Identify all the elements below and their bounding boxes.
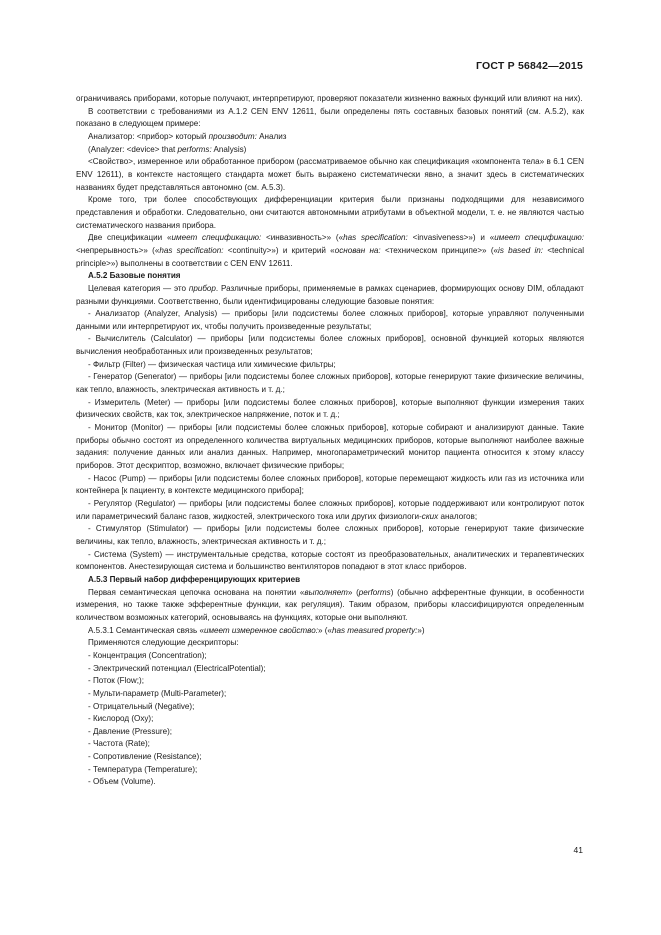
paragraph: - Мульти-параметр (Multi-Parameter); <box>88 688 227 698</box>
paragraph: Две спецификации «имеет спецификацию: <инвазивность>» («has specification: <invasiveness>») и «имеет спецификацию: <непрерывность>» («has specification: <continuity>») и критерий «основан на: <техническом принципе>» («is based in: <technical principle>») выполнены в соответствии с CEN ENV 12611. <box>76 233 585 268</box>
paragraph: - Монитор (Monitor) — приборы [или подсистемы более сложных приборов], которые собирают и анализируют данные. Такие приборы обычно состоят из определенного количества виртуальных медицинских приборов, которые выполняют наиболее важные задания: получение данных или анализ данных. Например, многопараметрический монитор пациента относится к этому классу приборов. Этот дескриптор, возможно, включает физические приборы; <box>76 423 584 471</box>
paragraph: - Генератор (Generator) — приборы [или подсистемы более сложных приборов], которые генерируют такие физические величины, как тепло, влажность, электрическая активность и т. д.; <box>76 372 584 395</box>
document-body <box>76 93 584 789</box>
paragraph: - Поток (Flow;); <box>88 676 144 686</box>
paragraph: - Фильтр (Filter) — физическая частица или химические фильтры; <box>88 359 336 369</box>
paragraph: - Кислород (Oxy); <box>88 714 154 724</box>
paragraph: А.5.3.1 Семантическая связь «имеет измеренное свойство:» («has measured property:») <box>88 625 425 635</box>
paragraph: - Частота (Rate); <box>88 739 150 749</box>
paragraph: ограничиваясь приборами, которые получают, интерпретируют, проверяют показатели жизненно важных функций или влияют на них). <box>76 94 583 103</box>
paragraph: - Регулятор (Regulator) — приборы [или подсистемы более сложных приборов], которые поддерживают или контролируют поток или параметрический баланс газов, жидкостей, электрического тока или других физиологи-ских аналогов; <box>76 499 584 521</box>
paragraph: - Система (System) — инструментальные средства, которые состоят из преобразовательных, аналитических и терапевтических компонентов. Анестезирующая система и большинство вентиляторов попадают в этот класс приборов. <box>76 549 584 572</box>
paragraph: - Вычислитель (Calculator) — приборы [или подсистемы более сложных приборов], основной функцией которых являются вычисления необработанных или произведенных результатов; <box>76 334 584 357</box>
paragraph: Первая семантическая цепочка основана на понятии «выполняет» (performs) (обычно афферентные функции, в особенности измерения, но также также эфферентные функции, как регуляция). Таким образом, приборы классифицируются определенным количеством возможных категорий, основываясь на функциях, которые они выполняют. <box>76 587 584 622</box>
section-heading: А.5.2 Базовые понятия <box>88 271 181 281</box>
paragraph: В соответствии с требованиями из А.1.2 CEN ENV 12611, были определены пять составных базовых понятий (см. А.5.2), как показано в следующем примере: <box>76 106 584 129</box>
page-number: 41 <box>573 845 583 855</box>
paragraph: - Насос (Pump) — приборы [или подсистемы более сложных приборов], которые перемещают жидкость или газ из источника или контейнера [к пациенту, в контексте медицинского прибора]; <box>76 473 584 496</box>
paragraph: - Температура (Temperature); <box>88 764 198 774</box>
paragraph: Целевая категория — это прибор. Различные приборы, применяемые в рамках сценариев, формирующих основу DIM, обладают разными функциями. Соответственно, были идентифицированы следующие базовые понятия: <box>76 283 584 306</box>
paragraph: - Измеритель (Meter) — приборы [или подсистемы более сложных приборов], которые выполняют функции измерения таких физических свойств, как ток, электрическое напряжение, поток и т. д.; <box>76 397 584 420</box>
paragraph: (Analyzer: <device> that performs: Analysis) <box>88 144 247 154</box>
paragraph: - Объем (Volume). <box>88 777 156 787</box>
section-heading: А.5.3 Первый набор дифференцирующих критериев <box>88 574 301 584</box>
paragraph: Анализатор: <прибор> который производит: Анализ <box>88 131 287 141</box>
paragraph: - Отрицательный (Negative); <box>88 701 195 711</box>
paragraph: - Давление (Pressure); <box>88 726 173 736</box>
paragraph: - Электрический потенциал (ElectricalPotential); <box>88 663 266 673</box>
document-header: ГОСТ Р 56842—2015 <box>475 60 583 72</box>
paragraph: Применяются следующие дескрипторы: <box>88 638 239 648</box>
paragraph: - Концентрация (Concentration); <box>88 650 207 660</box>
paragraph: - Стимулятор (Stimulator) — приборы [или подсистемы более сложных приборов], которые генерируют такие физические величины, как тепло, влажность, электрическая активность и т. д.; <box>76 524 584 546</box>
paragraph: <Свойство>, измеренное или обработанное прибором (рассматриваемое обычно как спецификация «компонента тела» в 6.1 CEN ENV 12611), в контексте настоящего стандарта может быть выражено систематически явно, а значит здесь в систематических названиях будет представляться автономно (см. А.5.3). <box>76 157 584 192</box>
paragraph: - Сопротивление (Resistance); <box>88 752 202 762</box>
paragraph: Кроме того, три более способствующих дифференциации критерия были признаны подходящими для независимого представления и обработки. Следовательно, они считаются автономными атрибутами в объектной модели, т. е. не являются частью систематического названия прибора. <box>76 195 584 230</box>
paragraph: - Анализатор (Analyzer, Analysis) — приборы [или подсистемы более сложных приборов], которые управляют полученными данными или интерпретируют их, чтобы получить произведенные результаты; <box>76 309 584 331</box>
